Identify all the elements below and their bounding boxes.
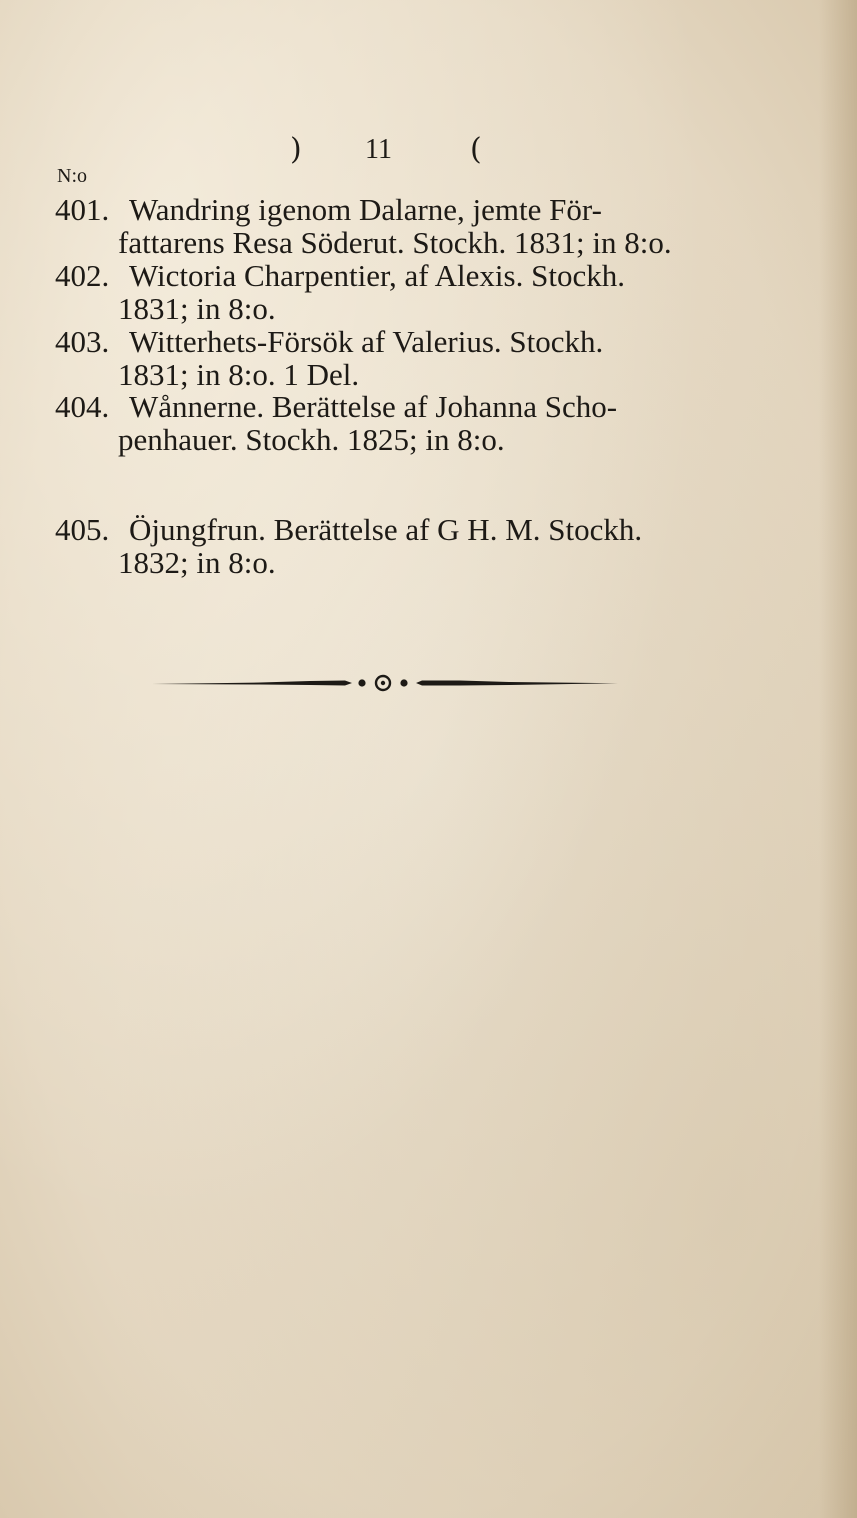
entry-text-line-1: Wictoria Charpentier, af Alexis. Stockh. [129,258,625,293]
entry-number: 403. [55,324,110,359]
catalog-entry [55,193,672,259]
entry-text-line-2: 1831; in 8:o. [118,291,276,326]
entry-text-line-1: Öjungfrun. Berättelse af G H. M. Stockh. [129,512,643,547]
entry-text-line-2: penhauer. Stockh. 1825; in 8:o. [118,422,505,457]
entry-text-line-1: Wandring igenom Dalarne, jemte För- [129,192,602,227]
entry-text-line-2: fattarens Resa Söderut. Stockh. 1831; in 8:o. [118,225,672,260]
column-label-number: N:o [57,165,87,187]
entry-number: 405. [55,512,110,547]
entry-text-line-1: Wånnerne. Berättelse af Johanna Scho- [129,389,618,424]
catalog-entry [55,513,642,579]
entry-text-line-1: Witterhets-Försök af Valerius. Stockh. [129,324,604,359]
page-edge-shadow [819,0,857,1518]
page-number: 11 [365,134,392,165]
entry-number: 401. [55,192,110,227]
entry-number: 402. [55,258,110,293]
running-head-paren-close: ) [290,132,302,167]
catalog-entry [55,325,603,391]
running-head [0,132,857,172]
entry-text-line-2: 1832; in 8:o. [118,545,276,580]
entry-number: 404. [55,389,110,424]
running-head-paren-open: ( [470,132,482,167]
end-ornament-rule [150,668,620,698]
entry-text-line-2: 1831; in 8:o. 1 Del. [118,357,360,392]
catalog-entry [55,390,617,456]
catalog-entry [55,259,625,325]
